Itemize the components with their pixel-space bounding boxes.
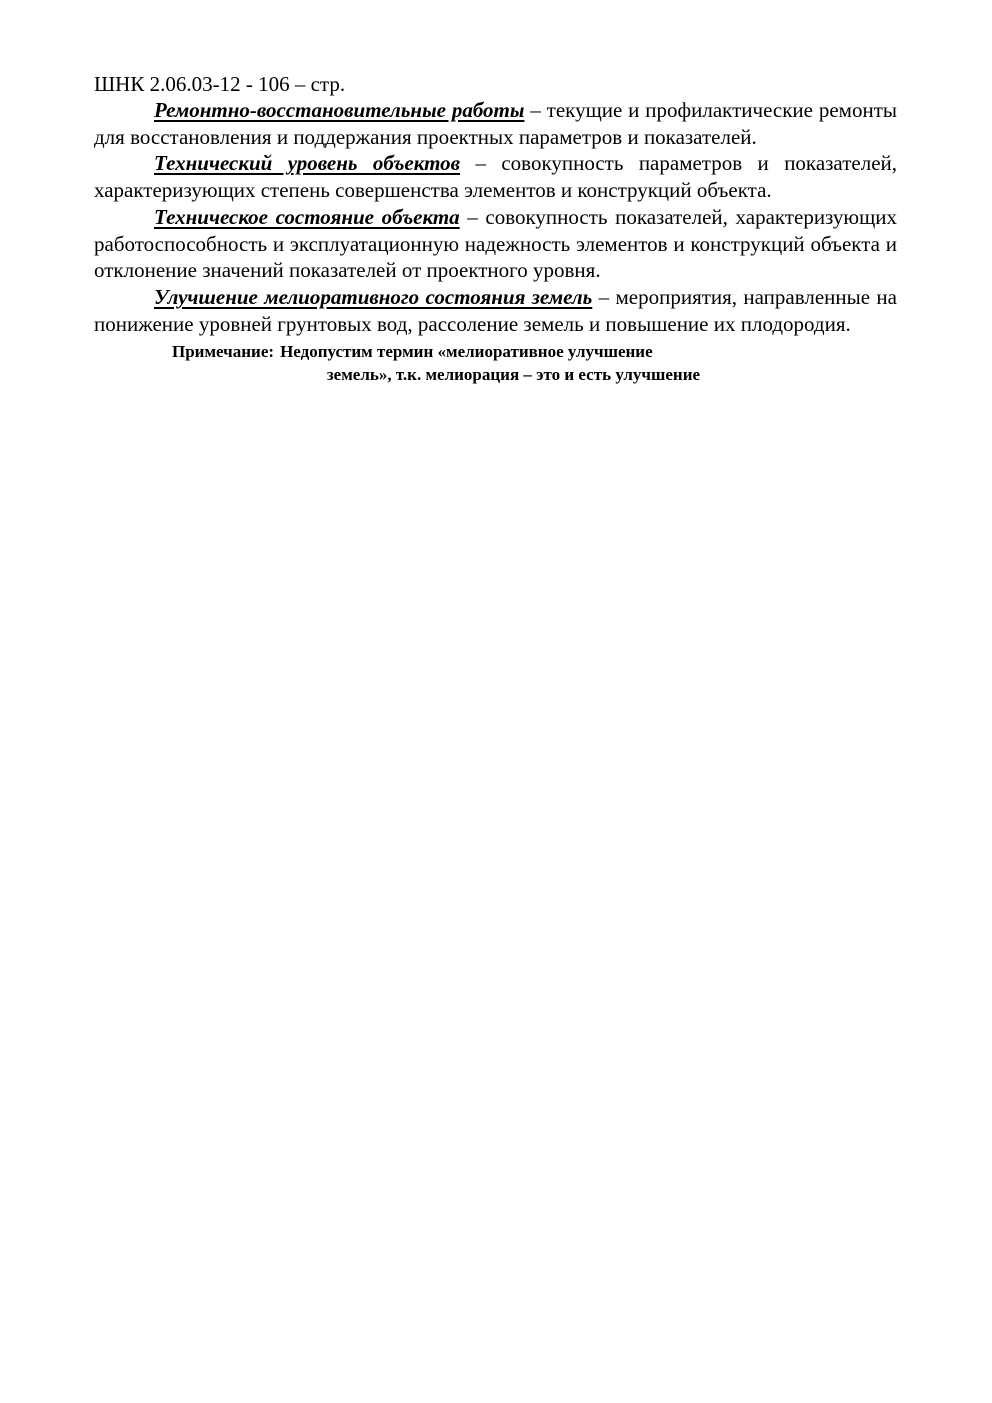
note-body bbox=[280, 340, 700, 386]
definition-text: – текущие и профилактические ремонты для восстановления и поддержания проектных параметров и показателей. bbox=[94, 98, 897, 149]
document-page bbox=[94, 71, 897, 386]
note-line-1: Недопустим термин «мелиоративное улучшение bbox=[280, 342, 653, 362]
definition-entry bbox=[94, 150, 897, 203]
note-block bbox=[172, 340, 897, 386]
definition-term: Ремонтно-восстановительные работы bbox=[154, 98, 525, 122]
definition-term: Техническое состояние объекта bbox=[154, 204, 460, 229]
document-header: ШНК 2.06.03-12 - 106 – стр. bbox=[94, 72, 346, 96]
definition-term: Технический уровень объектов bbox=[154, 151, 461, 176]
definition-entry bbox=[94, 284, 897, 337]
definition-text: – совокупность показателей, характеризующих работоспособность и эксплуатационную надежность элементов и конструкций объекта и отклонение значений показателей от проектного уровня. bbox=[94, 204, 898, 283]
definition-text: – совокупность параметров и показателей, характеризующих степень совершенства элементов и конструкций объекта. bbox=[94, 151, 897, 203]
note-label: Примечание: bbox=[172, 342, 275, 362]
definition-entry bbox=[94, 204, 897, 284]
definition-term: Улучшение мелиоративного состояния земель bbox=[154, 284, 593, 309]
definition-text: – мероприятия, направленные на понижение уровней грунтовых вод, рассоление земель и повышение их плодородия. bbox=[94, 284, 897, 336]
definition-entry bbox=[94, 97, 897, 150]
note-line-2: земель», т.к. мелиорация – это и есть улучшение bbox=[326, 365, 701, 385]
